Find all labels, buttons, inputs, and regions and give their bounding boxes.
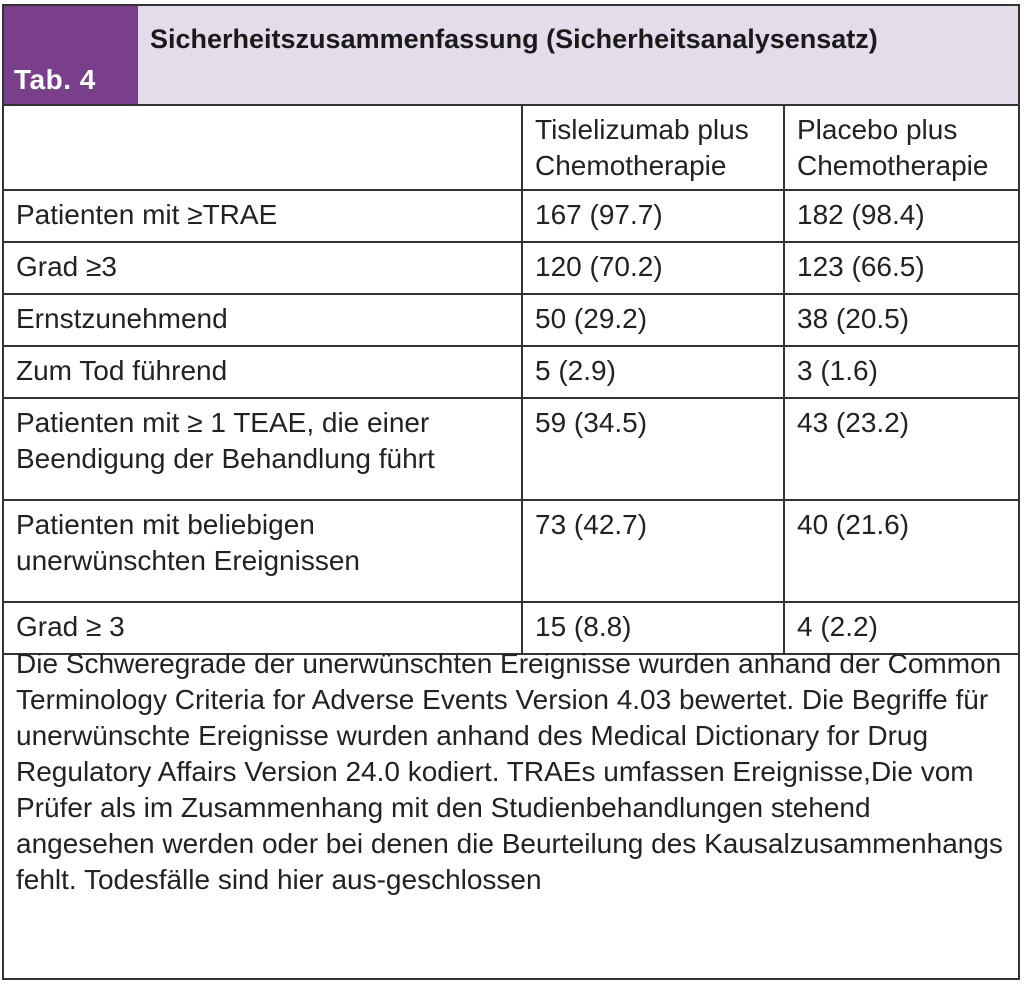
tab-badge (4, 6, 138, 104)
row-label: Patienten mit ≥TRAE (4, 190, 522, 242)
cell-tislelizumab: 167 (97.7) (522, 190, 784, 242)
cell-placebo: 38 (20.5) (784, 294, 1018, 346)
table-header (4, 6, 1018, 106)
table-row (4, 190, 1018, 242)
safety-table (4, 106, 1018, 655)
row-label: Zum Tod führend (4, 346, 522, 398)
row-label: Grad ≥3 (4, 242, 522, 294)
row-label: Grad ≥ 3 (4, 602, 522, 654)
column-header-empty (4, 106, 522, 190)
cell-placebo: 3 (1.6) (784, 346, 1018, 398)
cell-placebo: 40 (21.6) (784, 500, 1018, 602)
cell-tislelizumab: 73 (42.7) (522, 500, 784, 602)
table-frame (2, 4, 1020, 980)
cell-placebo: 123 (66.5) (784, 242, 1018, 294)
column-header-placebo: Placebo plus Chemotherapie (784, 106, 1018, 190)
cell-placebo: 182 (98.4) (784, 190, 1018, 242)
row-label: Ernstzunehmend (4, 294, 522, 346)
cell-tislelizumab: 59 (34.5) (522, 398, 784, 500)
cell-tislelizumab: 50 (29.2) (522, 294, 784, 346)
column-header-tislelizumab: Tislelizumab plus Chemotherapie (522, 106, 784, 190)
cell-tislelizumab: 5 (2.9) (522, 346, 784, 398)
column-header-row (4, 106, 1018, 190)
tab-label: Tab. 4 (14, 64, 96, 95)
table-row (4, 294, 1018, 346)
table-title: Sicherheitszusammenfassung (Sicherheitsanalysensatz) (150, 24, 878, 54)
table-row (4, 398, 1018, 500)
table-row (4, 242, 1018, 294)
table-row (4, 500, 1018, 602)
cell-placebo: 43 (23.2) (784, 398, 1018, 500)
table-row (4, 346, 1018, 398)
cell-tislelizumab: 15 (8.8) (522, 602, 784, 654)
cell-tislelizumab: 120 (70.2) (522, 242, 784, 294)
row-label: Patienten mit ≥ 1 TEAE, die einer Beendigung der Behandlung führt (4, 398, 522, 500)
cell-placebo: 4 (2.2) (784, 602, 1018, 654)
table-footnote: Die Schweregrade der unerwünschten Ereignisse wurden anhand der Common Terminology Criteria for Adverse Events Version 4.03 bewertet. Die Begriffe für unerwünschte Ereignisse wurden anhand des Medical Dictionary for Drug Regulatory Affairs Version 24.0 kodiert. TRAEs umfassen Ereignisse,Die vom Prüfer als im Zusammenhang mit den Studienbehandlungen stehend angesehen werden oder bei denen die Beurteilung des Kausalzusammenhangs fehlt. Todesfälle sind hier aus-geschlossen (16, 648, 1003, 895)
row-label: Patienten mit beliebigen unerwünschten Ereignissen (4, 500, 522, 602)
